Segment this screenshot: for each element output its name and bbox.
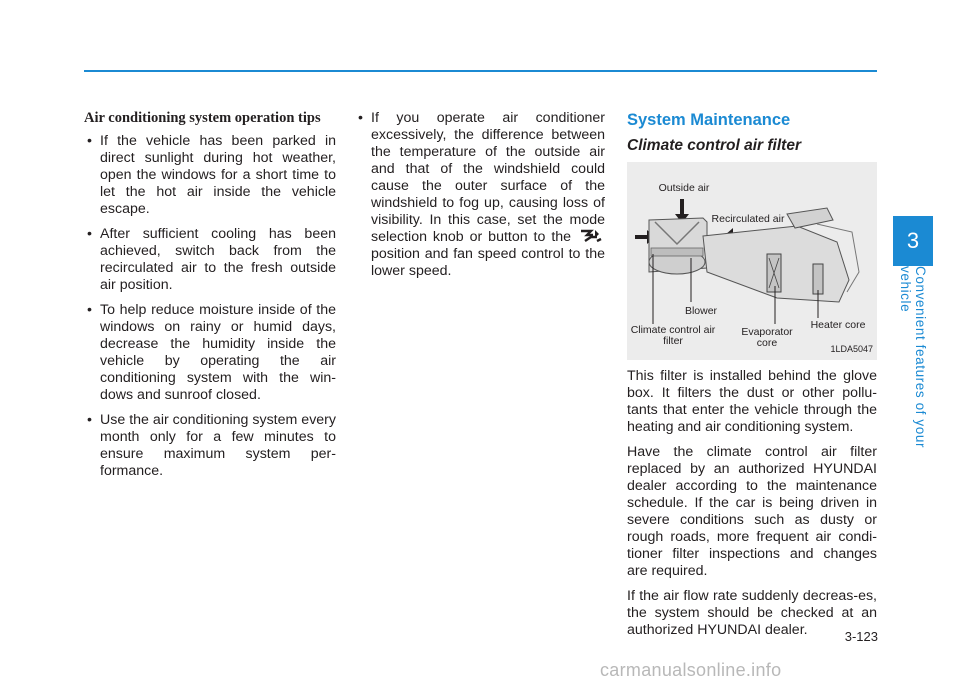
paragraph: If the air flow rate suddenly decreas-es, the system should be checked at an authorized HYUNDAI dealer. — [627, 588, 877, 638]
list-item: • After sufficient cooling has been achieved, switch back from the recirculated air to the fresh outside air position. — [84, 226, 336, 294]
column-3 — [627, 110, 877, 647]
evaporator-label: Evaporator core — [741, 326, 793, 349]
bullet-text-end: position and fan speed control to the lower speed. — [371, 246, 605, 279]
chapter-title: Convenient features of your vehicle — [898, 266, 928, 449]
tips-list — [84, 133, 336, 480]
paragraph: Have the climate control air filter replaced by an authorized HYUNDAI dealer according to the maintenance schedule. If the car is being driven in severe conditions such as dusty or rough roads, more frequent air condi-tioner filter inspections and changes are required. — [627, 444, 877, 579]
climate-filter-label: Climate control air filter — [630, 324, 716, 347]
chapter-number-tab: 3 — [893, 216, 933, 266]
mode-floor-defrost-icon — [577, 229, 605, 243]
list-item — [355, 110, 605, 280]
page-number: 3-123 — [844, 629, 878, 644]
subsection-title: Climate control air filter — [627, 137, 801, 154]
section-title: System Maintenance — [627, 111, 791, 129]
figure-code: 1LDA5047 — [830, 344, 873, 354]
bullet-text-start: If you operate air conditioner excessively, the difference between the temperature of the outside air and that of the windshield could cause the outer surface of the windshield to fog up, causing loss of visibility. In this case, set the mode selection knob or button to the — [371, 110, 605, 245]
list-item: • Use the air conditioning system every month only for a few minutes to ensure maximum system per-formance. — [84, 412, 336, 480]
air-filter-diagram — [627, 162, 877, 360]
list-item: • To help reduce moisture inside of the windows on rainy or humid days, decrease the humidity inside the vehicle by operating the air conditioning system with the win-dows and sunroof closed. — [84, 302, 336, 404]
header-rule — [84, 70, 877, 72]
column-1 — [84, 110, 336, 488]
operation-tips-heading: Air conditioning system operation tips — [84, 110, 321, 126]
watermark: carmanualsonline.info — [600, 660, 782, 680]
column-2 — [355, 110, 605, 288]
heater-core-label: Heater core — [810, 319, 866, 331]
paragraph: This filter is installed behind the glove box. It filters the dust or other pollu-tants that enter the vehicle through the heating and air conditioning system. — [627, 368, 877, 435]
tips-list-continued — [355, 110, 605, 280]
outside-air-label: Outside air — [658, 182, 710, 194]
blower-label: Blower — [684, 305, 718, 317]
recirculated-air-label: Recirculated air — [711, 213, 785, 225]
list-item: • If the vehicle has been parked in direct sunlight during hot weather, open the windows for a short time to let the hot air inside the vehicle escape. — [84, 133, 336, 218]
